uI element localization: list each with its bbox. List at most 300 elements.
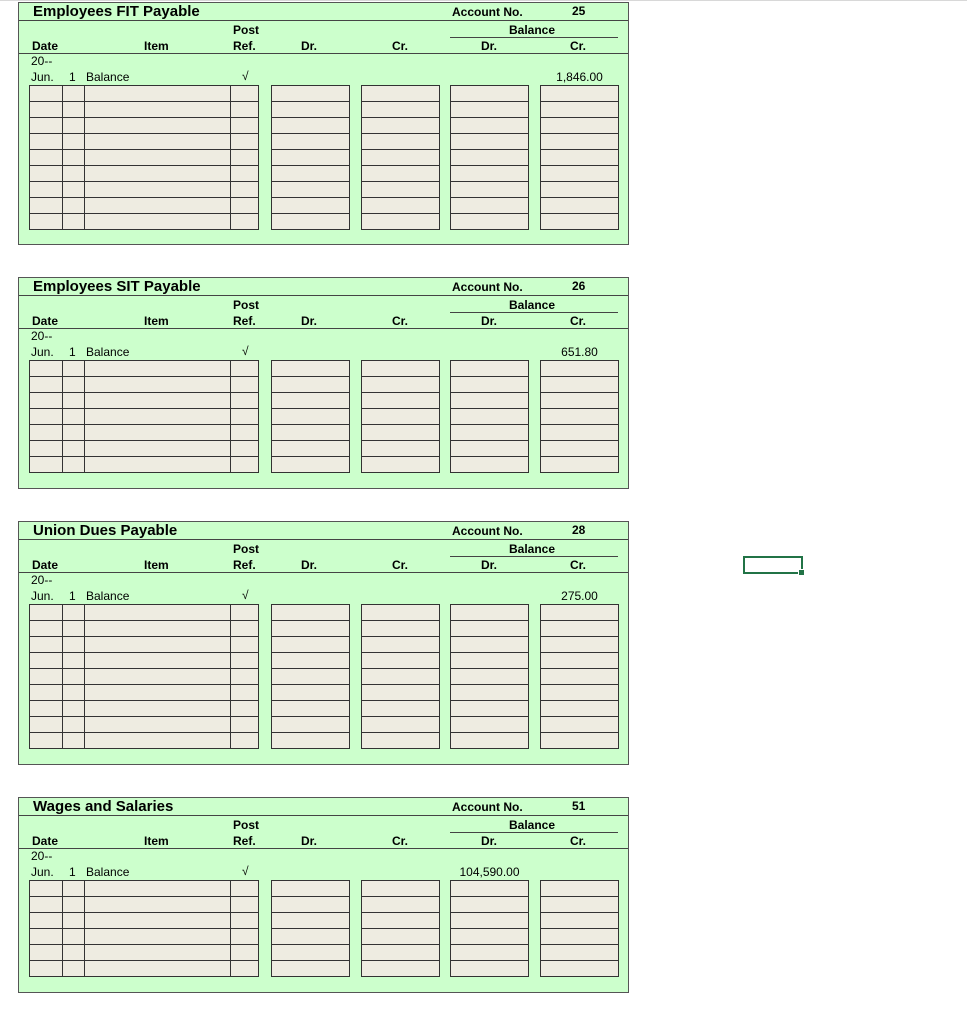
bal-cr-cell[interactable] bbox=[540, 684, 619, 701]
item-cell[interactable] bbox=[84, 101, 231, 118]
bal-cr-cell[interactable] bbox=[540, 376, 619, 393]
ref-cell[interactable] bbox=[230, 620, 259, 637]
month-cell[interactable] bbox=[62, 880, 86, 897]
cr-cell[interactable] bbox=[361, 456, 440, 473]
dr-cell[interactable] bbox=[271, 408, 350, 425]
ref-cell[interactable] bbox=[230, 636, 259, 653]
month-cell[interactable] bbox=[62, 896, 86, 913]
ledger-entry-input[interactable] bbox=[85, 736, 230, 751]
bal-dr-cell[interactable] bbox=[450, 716, 529, 733]
cr-cell[interactable] bbox=[361, 149, 440, 166]
ref-cell[interactable] bbox=[230, 684, 259, 701]
month-cell[interactable] bbox=[62, 456, 86, 473]
dr-cell[interactable] bbox=[271, 424, 350, 441]
ledger-entry-input[interactable] bbox=[272, 964, 349, 979]
dr-cell[interactable] bbox=[271, 716, 350, 733]
bal-dr-cell[interactable] bbox=[450, 636, 529, 653]
ref-cell[interactable] bbox=[230, 213, 259, 230]
month-cell[interactable] bbox=[62, 376, 86, 393]
dr-cell[interactable] bbox=[271, 149, 350, 166]
day-cell[interactable] bbox=[29, 440, 63, 457]
month-cell[interactable] bbox=[62, 149, 86, 166]
ledger-entry-input[interactable] bbox=[231, 217, 258, 232]
bal-dr-cell[interactable] bbox=[450, 117, 529, 134]
month-cell[interactable] bbox=[62, 85, 86, 102]
ledger-entry-input[interactable] bbox=[451, 736, 528, 751]
item-cell[interactable] bbox=[84, 668, 231, 685]
dr-cell[interactable] bbox=[271, 668, 350, 685]
cr-cell[interactable] bbox=[361, 197, 440, 214]
day-cell[interactable] bbox=[29, 944, 63, 961]
ref-cell[interactable] bbox=[230, 181, 259, 198]
dr-cell[interactable] bbox=[271, 684, 350, 701]
month-cell[interactable] bbox=[62, 700, 86, 717]
month-cell[interactable] bbox=[62, 424, 86, 441]
ref-cell[interactable] bbox=[230, 440, 259, 457]
month-cell[interactable] bbox=[62, 636, 86, 653]
ledger-entry-input[interactable] bbox=[541, 964, 618, 979]
bal-cr-cell[interactable] bbox=[540, 149, 619, 166]
ledger-entry-input[interactable] bbox=[451, 964, 528, 979]
cr-cell[interactable] bbox=[361, 896, 440, 913]
cr-cell[interactable] bbox=[361, 620, 440, 637]
ledger-entry-input[interactable] bbox=[63, 460, 85, 475]
day-cell[interactable] bbox=[29, 716, 63, 733]
selected-cell[interactable] bbox=[743, 556, 803, 574]
item-cell[interactable] bbox=[84, 960, 231, 977]
day-cell[interactable] bbox=[29, 456, 63, 473]
bal-cr-cell[interactable] bbox=[540, 101, 619, 118]
bal-dr-cell[interactable] bbox=[450, 424, 529, 441]
bal-dr-cell[interactable] bbox=[450, 960, 529, 977]
dr-cell[interactable] bbox=[271, 440, 350, 457]
bal-dr-cell[interactable] bbox=[450, 456, 529, 473]
month-cell[interactable] bbox=[62, 620, 86, 637]
day-cell[interactable] bbox=[29, 732, 63, 749]
cr-cell[interactable] bbox=[361, 684, 440, 701]
balance-dr-header: Dr. bbox=[481, 834, 498, 848]
bal-cr-cell[interactable] bbox=[540, 636, 619, 653]
bal-cr-cell[interactable] bbox=[540, 392, 619, 409]
day-cell[interactable] bbox=[29, 928, 63, 945]
cr-cell[interactable] bbox=[361, 165, 440, 182]
day-cell[interactable] bbox=[29, 117, 63, 134]
ref-cell[interactable] bbox=[230, 85, 259, 102]
year-label: 20-- bbox=[31, 54, 53, 68]
cr-cell[interactable] bbox=[361, 181, 440, 198]
cr-cell[interactable] bbox=[361, 732, 440, 749]
bal-dr-cell[interactable] bbox=[450, 149, 529, 166]
ref-cell[interactable] bbox=[230, 880, 259, 897]
bal-dr-cell[interactable] bbox=[450, 700, 529, 717]
bal-dr-cell[interactable] bbox=[450, 732, 529, 749]
month-cell[interactable] bbox=[62, 165, 86, 182]
day-cell[interactable] bbox=[29, 684, 63, 701]
item-header: Item bbox=[144, 834, 169, 848]
day-cell[interactable] bbox=[29, 620, 63, 637]
ledger-entry-input[interactable] bbox=[541, 736, 618, 751]
ref-cell[interactable] bbox=[230, 652, 259, 669]
ref-cell[interactable] bbox=[230, 456, 259, 473]
item-cell[interactable] bbox=[84, 424, 231, 441]
ledger-entry-input[interactable] bbox=[231, 736, 258, 751]
dr-cell[interactable] bbox=[271, 165, 350, 182]
dr-cell[interactable] bbox=[271, 456, 350, 473]
bal-dr-cell[interactable] bbox=[450, 668, 529, 685]
dr-cell[interactable] bbox=[271, 912, 350, 929]
bal-dr-cell[interactable] bbox=[450, 85, 529, 102]
bal-dr-cell[interactable] bbox=[450, 213, 529, 230]
bal-cr-cell[interactable] bbox=[540, 360, 619, 377]
bal-cr-cell[interactable] bbox=[540, 604, 619, 621]
bal-cr-cell[interactable] bbox=[540, 896, 619, 913]
bal-dr-cell[interactable] bbox=[450, 133, 529, 150]
item-cell[interactable] bbox=[84, 440, 231, 457]
ledger-entry-input[interactable] bbox=[63, 217, 85, 232]
item-cell[interactable] bbox=[84, 636, 231, 653]
bal-cr-cell[interactable] bbox=[540, 716, 619, 733]
cr-cell[interactable] bbox=[361, 85, 440, 102]
day-cell[interactable] bbox=[29, 133, 63, 150]
dr-cell[interactable] bbox=[271, 213, 350, 230]
dr-cell[interactable] bbox=[271, 620, 350, 637]
day-cell[interactable] bbox=[29, 85, 63, 102]
item-cell[interactable] bbox=[84, 213, 231, 230]
ledger-entry-input[interactable] bbox=[85, 964, 230, 979]
ledger-account bbox=[18, 2, 629, 245]
bal-dr-cell[interactable] bbox=[450, 408, 529, 425]
month-cell[interactable] bbox=[62, 392, 86, 409]
month-cell[interactable] bbox=[62, 684, 86, 701]
month-cell[interactable] bbox=[62, 133, 86, 150]
cr-cell[interactable] bbox=[361, 376, 440, 393]
item-cell[interactable] bbox=[84, 85, 231, 102]
day-cell[interactable] bbox=[29, 392, 63, 409]
ref-header: Ref. bbox=[233, 558, 256, 572]
balance-cr-value: 651.80 bbox=[561, 345, 598, 359]
item-cell[interactable] bbox=[84, 880, 231, 897]
ledger-entry-input[interactable] bbox=[362, 736, 439, 751]
item-cell[interactable] bbox=[84, 700, 231, 717]
ref-cell[interactable] bbox=[230, 392, 259, 409]
bal-dr-cell[interactable] bbox=[450, 181, 529, 198]
ledger-entry-input[interactable] bbox=[30, 460, 62, 475]
item-cell[interactable] bbox=[84, 604, 231, 621]
item-cell[interactable] bbox=[84, 896, 231, 913]
bal-cr-cell[interactable] bbox=[540, 424, 619, 441]
ledger-entry-input[interactable] bbox=[272, 736, 349, 751]
bal-dr-cell[interactable] bbox=[450, 392, 529, 409]
cr-cell[interactable] bbox=[361, 636, 440, 653]
dr-cell[interactable] bbox=[271, 197, 350, 214]
cr-cell[interactable] bbox=[361, 960, 440, 977]
item-cell[interactable] bbox=[84, 133, 231, 150]
cr-cell[interactable] bbox=[361, 700, 440, 717]
month-cell[interactable] bbox=[62, 732, 86, 749]
item-cell[interactable] bbox=[84, 197, 231, 214]
ledger-entry-input[interactable] bbox=[85, 217, 230, 232]
day-cell[interactable] bbox=[29, 213, 63, 230]
bal-cr-cell[interactable] bbox=[540, 165, 619, 182]
account-no-label: Account No. bbox=[452, 5, 523, 19]
month-cell[interactable] bbox=[62, 944, 86, 961]
item-cell[interactable] bbox=[84, 684, 231, 701]
cr-cell[interactable] bbox=[361, 944, 440, 961]
check-mark: √ bbox=[242, 69, 249, 83]
ref-cell[interactable] bbox=[230, 732, 259, 749]
ledger-entry-input[interactable] bbox=[63, 736, 85, 751]
day-cell[interactable] bbox=[29, 604, 63, 621]
item-cell[interactable] bbox=[84, 181, 231, 198]
item-cell[interactable] bbox=[84, 117, 231, 134]
bal-cr-cell[interactable] bbox=[540, 652, 619, 669]
day-cell[interactable] bbox=[29, 149, 63, 166]
ledger-entry-input[interactable] bbox=[231, 460, 258, 475]
cr-cell[interactable] bbox=[361, 360, 440, 377]
ledger-entry-input[interactable] bbox=[362, 964, 439, 979]
bal-dr-cell[interactable] bbox=[450, 165, 529, 182]
ref-cell[interactable] bbox=[230, 408, 259, 425]
ledger-entry-input[interactable] bbox=[541, 217, 618, 232]
cr-cell[interactable] bbox=[361, 880, 440, 897]
bal-cr-cell[interactable] bbox=[540, 197, 619, 214]
post-header: Post bbox=[233, 23, 260, 37]
ref-cell[interactable] bbox=[230, 960, 259, 977]
bal-dr-cell[interactable] bbox=[450, 620, 529, 637]
day-label: 1 bbox=[69, 865, 76, 879]
cr-cell[interactable] bbox=[361, 392, 440, 409]
account-number: 28 bbox=[572, 523, 586, 537]
day-cell[interactable] bbox=[29, 165, 63, 182]
ledger-entry-input[interactable] bbox=[231, 964, 258, 979]
bal-dr-cell[interactable] bbox=[450, 652, 529, 669]
day-cell[interactable] bbox=[29, 668, 63, 685]
item-cell[interactable] bbox=[84, 392, 231, 409]
bal-dr-cell[interactable] bbox=[450, 944, 529, 961]
bal-cr-cell[interactable] bbox=[540, 960, 619, 977]
month-cell[interactable] bbox=[62, 652, 86, 669]
dr-header: Dr. bbox=[301, 834, 318, 848]
dr-cell[interactable] bbox=[271, 700, 350, 717]
bal-cr-cell[interactable] bbox=[540, 700, 619, 717]
day-cell[interactable] bbox=[29, 101, 63, 118]
ref-cell[interactable] bbox=[230, 376, 259, 393]
month-cell[interactable] bbox=[62, 197, 86, 214]
ledger-entry-input[interactable] bbox=[362, 217, 439, 232]
ref-cell[interactable] bbox=[230, 101, 259, 118]
ref-cell[interactable] bbox=[230, 360, 259, 377]
ledger-entry-input[interactable] bbox=[85, 460, 230, 475]
bal-dr-cell[interactable] bbox=[450, 912, 529, 929]
bal-cr-cell[interactable] bbox=[540, 880, 619, 897]
bal-dr-cell[interactable] bbox=[450, 360, 529, 377]
bal-dr-cell[interactable] bbox=[450, 197, 529, 214]
ref-cell[interactable] bbox=[230, 165, 259, 182]
bal-cr-cell[interactable] bbox=[540, 181, 619, 198]
bal-dr-cell[interactable] bbox=[450, 880, 529, 897]
ledger-entry-input[interactable] bbox=[272, 217, 349, 232]
ref-cell[interactable] bbox=[230, 117, 259, 134]
month-cell[interactable] bbox=[62, 912, 86, 929]
item-cell[interactable] bbox=[84, 149, 231, 166]
ledger-entry-input[interactable] bbox=[451, 217, 528, 232]
month-cell[interactable] bbox=[62, 440, 86, 457]
cr-cell[interactable] bbox=[361, 440, 440, 457]
day-cell[interactable] bbox=[29, 700, 63, 717]
dr-cell[interactable] bbox=[271, 117, 350, 134]
item-cell[interactable] bbox=[84, 408, 231, 425]
cr-cell[interactable] bbox=[361, 424, 440, 441]
month-cell[interactable] bbox=[62, 117, 86, 134]
bal-cr-cell[interactable] bbox=[540, 213, 619, 230]
item-header: Item bbox=[144, 39, 169, 53]
dr-cell[interactable] bbox=[271, 604, 350, 621]
dr-cell[interactable] bbox=[271, 360, 350, 377]
dr-cell[interactable] bbox=[271, 896, 350, 913]
item-header: Item bbox=[144, 314, 169, 328]
fill-handle[interactable] bbox=[798, 569, 805, 576]
month-cell[interactable] bbox=[62, 360, 86, 377]
bal-cr-cell[interactable] bbox=[540, 117, 619, 134]
item-cell[interactable] bbox=[84, 376, 231, 393]
ref-cell[interactable] bbox=[230, 716, 259, 733]
bal-cr-cell[interactable] bbox=[540, 440, 619, 457]
month-cell[interactable] bbox=[62, 408, 86, 425]
bal-dr-cell[interactable] bbox=[450, 440, 529, 457]
bal-cr-cell[interactable] bbox=[540, 732, 619, 749]
dr-cell[interactable] bbox=[271, 181, 350, 198]
ledger-entry-input[interactable] bbox=[451, 460, 528, 475]
day-cell[interactable] bbox=[29, 408, 63, 425]
ledger-entry-input[interactable] bbox=[362, 460, 439, 475]
month-cell[interactable] bbox=[62, 604, 86, 621]
dr-cell[interactable] bbox=[271, 392, 350, 409]
dr-cell[interactable] bbox=[271, 880, 350, 897]
dr-cell[interactable] bbox=[271, 133, 350, 150]
day-cell[interactable] bbox=[29, 181, 63, 198]
cr-cell[interactable] bbox=[361, 213, 440, 230]
bal-cr-cell[interactable] bbox=[540, 85, 619, 102]
cr-cell[interactable] bbox=[361, 928, 440, 945]
ledger-entry-input[interactable] bbox=[541, 460, 618, 475]
bal-cr-cell[interactable] bbox=[540, 912, 619, 929]
ledger-entry-input[interactable] bbox=[30, 217, 62, 232]
cr-cell[interactable] bbox=[361, 716, 440, 733]
dr-cell[interactable] bbox=[271, 636, 350, 653]
balance-underline bbox=[450, 312, 618, 313]
item-cell[interactable] bbox=[84, 944, 231, 961]
cr-cell[interactable] bbox=[361, 668, 440, 685]
ref-cell[interactable] bbox=[230, 928, 259, 945]
ref-cell[interactable] bbox=[230, 149, 259, 166]
dr-cell[interactable] bbox=[271, 732, 350, 749]
bal-dr-cell[interactable] bbox=[450, 896, 529, 913]
bal-dr-cell[interactable] bbox=[450, 101, 529, 118]
ref-cell[interactable] bbox=[230, 944, 259, 961]
month-cell[interactable] bbox=[62, 668, 86, 685]
account-title: Wages and Salaries bbox=[33, 798, 174, 815]
item-cell[interactable] bbox=[84, 716, 231, 733]
month-cell[interactable] bbox=[62, 213, 86, 230]
ref-cell[interactable] bbox=[230, 604, 259, 621]
item-cell[interactable] bbox=[84, 620, 231, 637]
day-cell[interactable] bbox=[29, 960, 63, 977]
dr-cell[interactable] bbox=[271, 376, 350, 393]
month-cell[interactable] bbox=[62, 181, 86, 198]
account-number: 51 bbox=[572, 799, 586, 813]
ref-cell[interactable] bbox=[230, 668, 259, 685]
item-cell[interactable] bbox=[84, 652, 231, 669]
item-cell[interactable] bbox=[84, 456, 231, 473]
cr-cell[interactable] bbox=[361, 652, 440, 669]
day-cell[interactable] bbox=[29, 880, 63, 897]
item-cell[interactable] bbox=[84, 912, 231, 929]
ref-cell[interactable] bbox=[230, 133, 259, 150]
ledger-entry-input[interactable] bbox=[30, 736, 62, 751]
month-cell[interactable] bbox=[62, 928, 86, 945]
ref-cell[interactable] bbox=[230, 700, 259, 717]
ref-cell[interactable] bbox=[230, 896, 259, 913]
day-cell[interactable] bbox=[29, 197, 63, 214]
bal-cr-cell[interactable] bbox=[540, 944, 619, 961]
ledger-entry-input[interactable] bbox=[30, 964, 62, 979]
dr-cell[interactable] bbox=[271, 960, 350, 977]
day-cell[interactable] bbox=[29, 896, 63, 913]
bal-dr-cell[interactable] bbox=[450, 684, 529, 701]
dr-cell[interactable] bbox=[271, 652, 350, 669]
day-cell[interactable] bbox=[29, 360, 63, 377]
bal-dr-cell[interactable] bbox=[450, 376, 529, 393]
cr-cell[interactable] bbox=[361, 133, 440, 150]
day-cell[interactable] bbox=[29, 424, 63, 441]
month-cell[interactable] bbox=[62, 101, 86, 118]
ref-cell[interactable] bbox=[230, 912, 259, 929]
item-cell[interactable] bbox=[84, 928, 231, 945]
bal-dr-cell[interactable] bbox=[450, 928, 529, 945]
ref-cell[interactable] bbox=[230, 424, 259, 441]
cr-cell[interactable] bbox=[361, 912, 440, 929]
cr-cell[interactable] bbox=[361, 604, 440, 621]
ledger-entry-input[interactable] bbox=[63, 964, 85, 979]
day-cell[interactable] bbox=[29, 636, 63, 653]
dr-cell[interactable] bbox=[271, 928, 350, 945]
day-cell[interactable] bbox=[29, 376, 63, 393]
cr-cell[interactable] bbox=[361, 117, 440, 134]
item-cell[interactable] bbox=[84, 360, 231, 377]
dr-cell[interactable] bbox=[271, 944, 350, 961]
bal-dr-cell[interactable] bbox=[450, 604, 529, 621]
dr-cell[interactable] bbox=[271, 85, 350, 102]
bal-cr-cell[interactable] bbox=[540, 133, 619, 150]
month-cell[interactable] bbox=[62, 716, 86, 733]
ledger-entry-input[interactable] bbox=[272, 460, 349, 475]
month-cell[interactable] bbox=[62, 960, 86, 977]
bal-cr-cell[interactable] bbox=[540, 928, 619, 945]
ref-cell[interactable] bbox=[230, 197, 259, 214]
check-mark: √ bbox=[242, 344, 249, 358]
cr-cell[interactable] bbox=[361, 408, 440, 425]
item-cell[interactable] bbox=[84, 732, 231, 749]
day-cell[interactable] bbox=[29, 652, 63, 669]
bal-cr-cell[interactable] bbox=[540, 668, 619, 685]
dr-cell[interactable] bbox=[271, 101, 350, 118]
cr-cell[interactable] bbox=[361, 101, 440, 118]
item-cell[interactable] bbox=[84, 165, 231, 182]
bal-cr-cell[interactable] bbox=[540, 408, 619, 425]
day-cell[interactable] bbox=[29, 912, 63, 929]
bal-cr-cell[interactable] bbox=[540, 456, 619, 473]
bal-cr-cell[interactable] bbox=[540, 620, 619, 637]
